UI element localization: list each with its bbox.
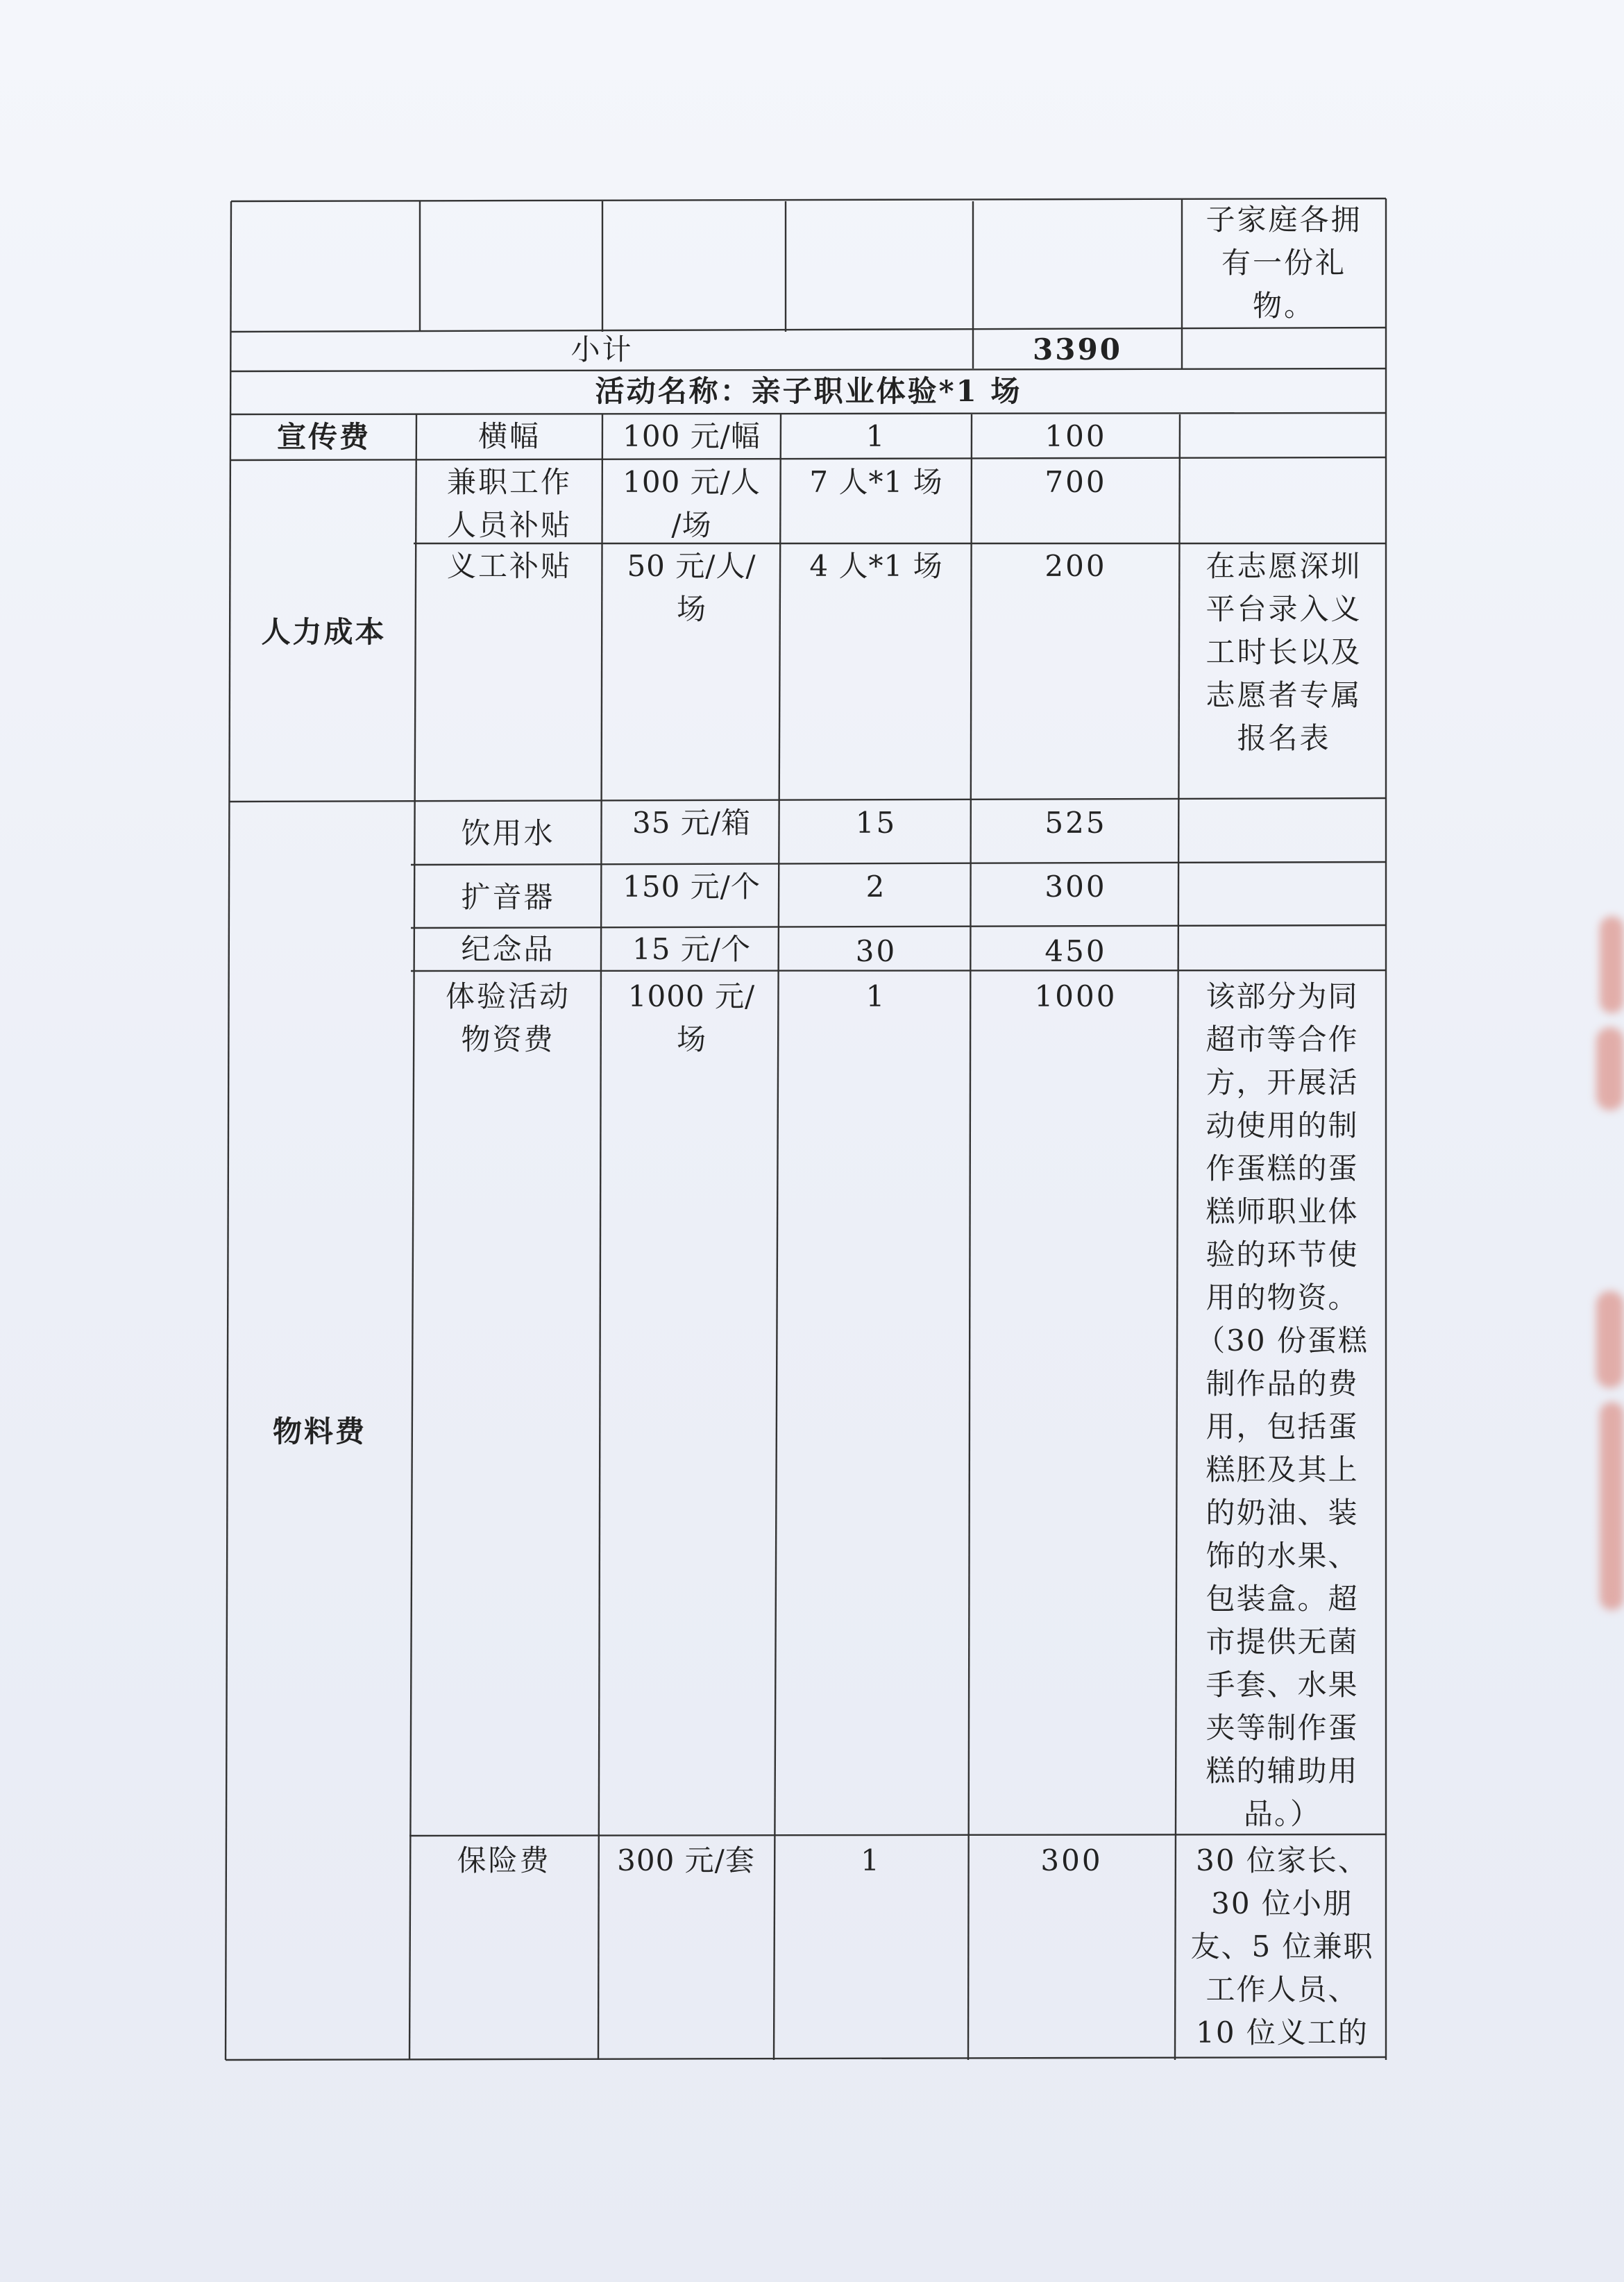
amount-experience: 1000 bbox=[1034, 979, 1117, 1013]
qty-speaker: 2 bbox=[865, 870, 887, 904]
qty-banner: 1 bbox=[865, 419, 887, 453]
unit-price-banner: 100 元/幅 bbox=[623, 419, 761, 453]
amount-banner: 100 bbox=[1044, 419, 1107, 453]
subtotal-label: 小计 bbox=[570, 332, 634, 366]
unit-price-volunteer: 50 元/人/ 场 bbox=[627, 549, 756, 626]
qty-volunteer: 4 人*1 场 bbox=[809, 549, 943, 583]
qty-souvenir: 30 bbox=[855, 934, 897, 968]
qty-experience: 1 bbox=[865, 979, 887, 1013]
qty-insurance: 1 bbox=[861, 1843, 881, 1877]
note-volunteer: 在志愿深圳 平台录入义 工时长以及 志愿者专属 报名表 bbox=[1206, 549, 1362, 755]
unit-price-speaker: 150 元/个 bbox=[623, 870, 761, 904]
qty-part-time: 7 人*1 场 bbox=[809, 465, 943, 499]
amount-insurance: 300 bbox=[1040, 1843, 1103, 1877]
note-insurance: 30 位家长、 30 位小朋 友、5 位兼职 工作人员、 10 位义工的 bbox=[1190, 1843, 1374, 2049]
item-souvenir: 纪念品 bbox=[461, 932, 555, 966]
category-materials: 物料费 bbox=[272, 1414, 366, 1448]
unit-price-souvenir: 15 元/个 bbox=[632, 932, 751, 966]
note-experience: 该部分为同 超市等合作 方，开展活 动使用的制 作蛋糕的蛋 糕师职业体 验的环节使 用的物资。 （30 份蛋糕 制作品的费 用，包括蛋 糕胚及其上 的奶油、装 饰的水果、 包装盒。超 市提供无菌 手套、水果 夹等制作蛋 糕的辅助用 品。） bbox=[1196, 979, 1369, 1831]
amount-volunteer: 200 bbox=[1044, 549, 1107, 583]
category-labor: 人力成本 bbox=[261, 615, 387, 649]
item-speaker: 扩音器 bbox=[461, 880, 555, 914]
unit-price-part-time: 100 元/人 /场 bbox=[623, 465, 761, 542]
unit-price-insurance: 300 元/套 bbox=[617, 1843, 755, 1877]
amount-souvenir: 450 bbox=[1044, 934, 1107, 968]
item-water: 饮用水 bbox=[461, 816, 555, 850]
note-cell-gift: 子家庭各拥 有一份礼 物。 bbox=[1206, 203, 1362, 323]
item-experience-materials: 体验活动 物资费 bbox=[445, 979, 570, 1056]
item-volunteer: 义工补贴 bbox=[446, 549, 572, 583]
amount-part-time: 700 bbox=[1044, 465, 1107, 499]
qty-water: 15 bbox=[855, 806, 897, 840]
amount-speaker: 300 bbox=[1044, 870, 1107, 904]
unit-price-water: 35 元/箱 bbox=[632, 806, 751, 840]
item-banner: 横幅 bbox=[477, 419, 541, 453]
amount-water: 525 bbox=[1044, 806, 1107, 840]
activity-title: 活动名称：亲子职业体验*1 场 bbox=[595, 374, 1022, 408]
category-publicity: 宣传费 bbox=[276, 420, 371, 454]
unit-price-experience: 1000 元/ 场 bbox=[627, 979, 756, 1056]
item-part-time-staff: 兼职工作 人员补贴 bbox=[446, 465, 572, 542]
item-insurance: 保险费 bbox=[457, 1843, 551, 1877]
subtotal-amount: 3390 bbox=[1033, 332, 1122, 366]
